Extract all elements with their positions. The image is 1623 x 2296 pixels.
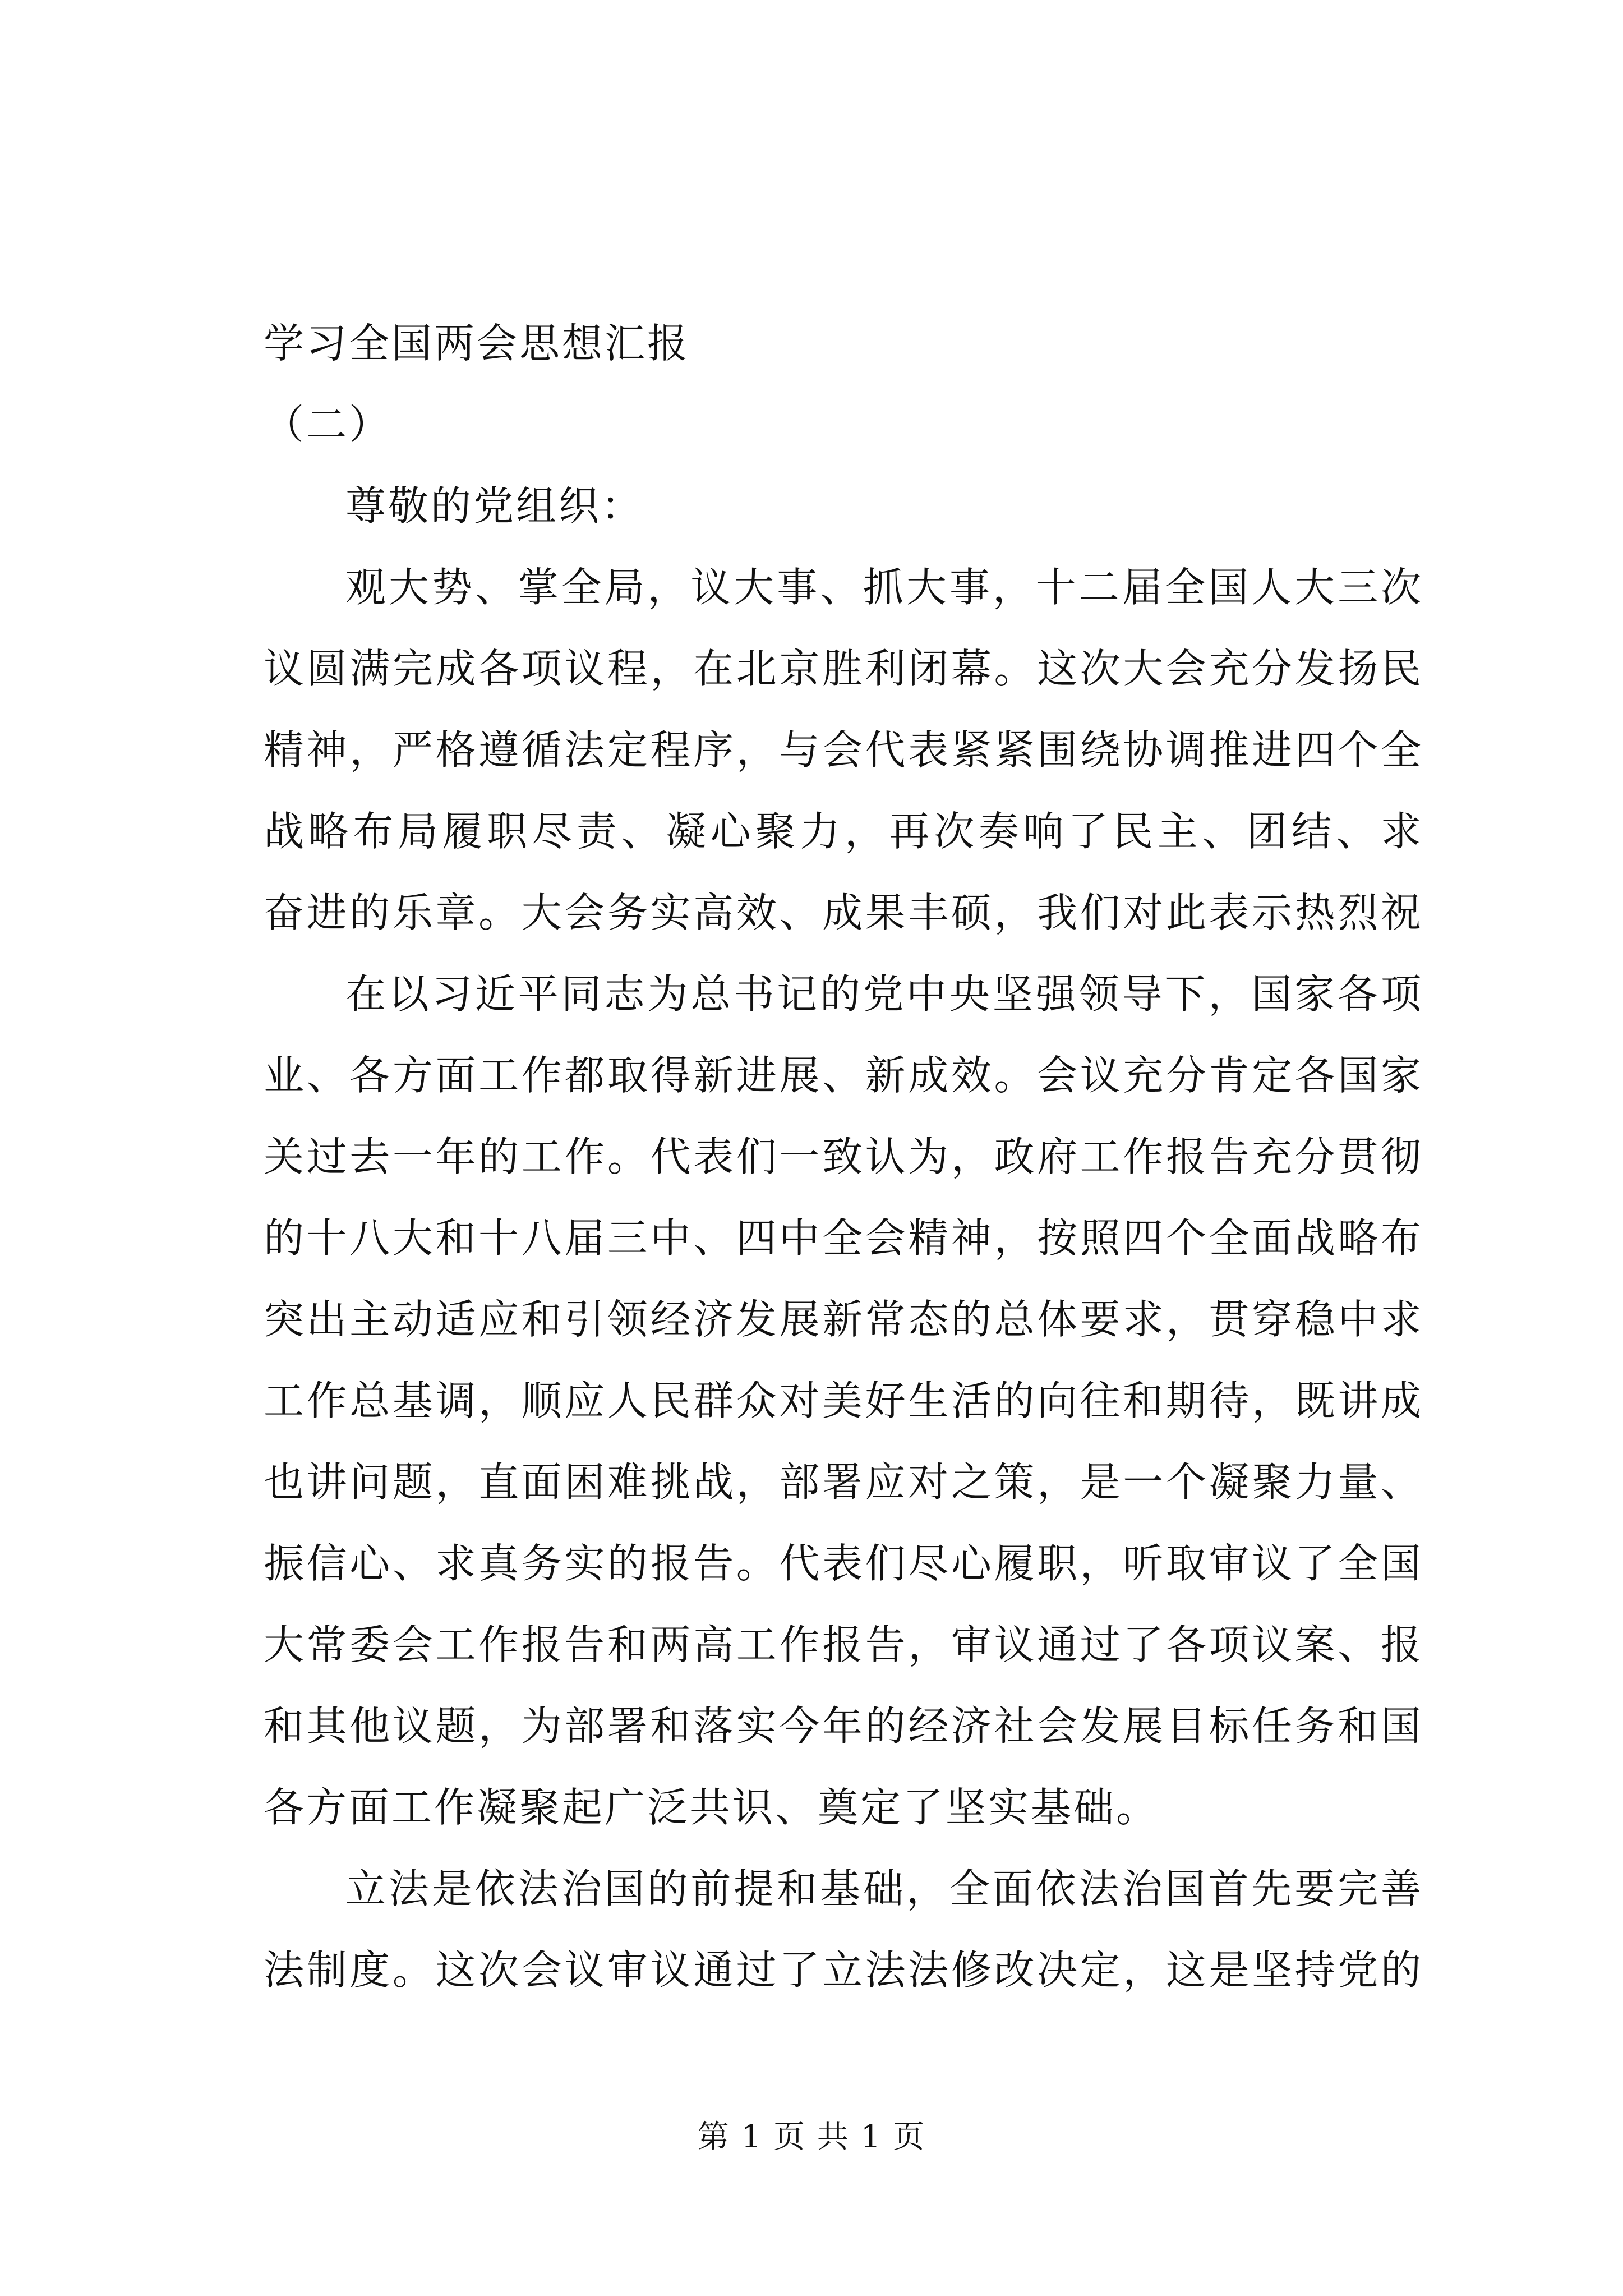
paragraph-3 (264, 1848, 1423, 2011)
paragraph-1 (264, 547, 1423, 954)
paragraph-line: 突出主动适应和引领经济发展新常态的总体要求，贯穿稳中求 (264, 1296, 1423, 1343)
paragraph-line: 振信心、求真务实的报告。代表们尽心履职，听取审议了全国 (264, 1540, 1423, 1587)
paragraph-line: 精神，严格遵循法定程序，与会代表紧紧围绕协调推进四个全 (264, 726, 1423, 774)
paragraph-line: 奋进的乐章。大会务实高效、成果丰硕，我们对此表示热烈祝 (264, 889, 1423, 936)
paragraph-line: 也讲问题，直面困难挑战，部署应对之策，是一个凝聚力量、 (264, 1458, 1423, 1506)
paragraph-line: 关过去一年的工作。代表们一致认为，政府工作报告充分贯彻 (264, 1133, 1423, 1180)
paragraph-2 (264, 954, 1423, 1848)
paragraph-line: 各方面工作凝聚起广泛共识、奠定了坚实基础。 (264, 1784, 1159, 1831)
document-title: 学习全国两会思想汇报 (264, 320, 690, 367)
paragraph-line: 战略布局履职尽责、凝心聚力，再次奏响了民主、团结、求 (264, 808, 1423, 855)
paragraph-line: 法制度。这次会议审议通过了立法法修改决定，这是坚持党的 (264, 1947, 1423, 1994)
paragraph-line: 业、各方面工作都取得新进展、新成效。会议充分肯定各国家 (264, 1052, 1423, 1099)
paragraph-line: 的十八大和十八届三中、四中全会精神，按照四个全面战略布 (264, 1214, 1423, 1262)
paragraph-line: 观大势、掌全局，议大事、抓大事，十二届全国人大三次 (345, 564, 1423, 611)
paragraph-line: 大常委会工作报告和两高工作报告，审议通过了各项议案、报 (264, 1621, 1423, 1668)
paragraph-line: 工作总基调，顺应人民群众对美好生活的向往和期待，既讲成 (264, 1377, 1423, 1424)
paragraph-line: 和其他议题，为部署和落实今年的经济社会发展目标任务和国 (264, 1703, 1423, 1750)
paragraph-line: 议圆满完成各项议程，在北京胜利闭幕。这次大会充分发扬民 (264, 645, 1423, 692)
document-subtitle: （二） (264, 401, 392, 448)
salutation: 尊敬的党组织： (345, 482, 644, 530)
page-number-footer: 第 1 页 共 1 页 (697, 2119, 926, 2155)
paragraph-line: 立法是依法治国的前提和基础，全面依法治国首先要完善 (345, 1865, 1423, 1912)
document-body (264, 303, 1423, 2011)
paragraph-line: 在以习近平同志为总书记的党中央坚强领导下，国家各项 (345, 970, 1423, 1018)
